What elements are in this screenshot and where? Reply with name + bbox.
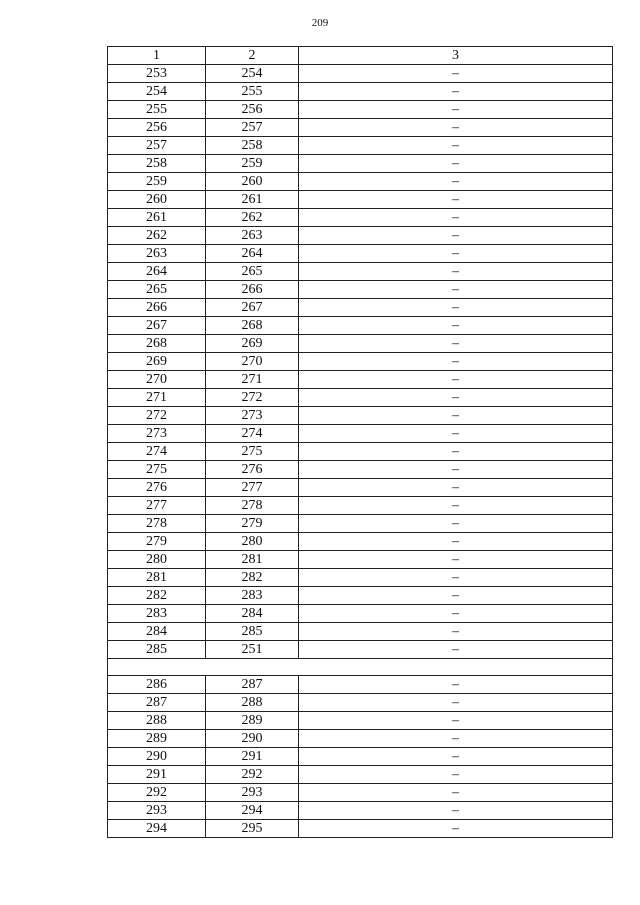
table-row [108,389,613,407]
table-cell-col-1: 292 [108,784,206,802]
table-row [108,191,613,209]
table-row [108,173,613,191]
table-cell-col-3: – [299,605,613,623]
table-cell-col-2: 292 [206,766,299,784]
table-cell-col-3: – [299,209,613,227]
table-cell-col-1: 283 [108,605,206,623]
table-cell-col-2: 278 [206,497,299,515]
table-row [108,784,613,802]
table-cell-col-3: – [299,748,613,766]
table-header [108,47,613,65]
table-cell-col-1: 286 [108,676,206,694]
table-cell-col-3: – [299,676,613,694]
table-cell-col-2: 257 [206,119,299,137]
table-body-part2 [108,676,613,838]
table-row [108,551,613,569]
table-cell-col-3: – [299,569,613,587]
table-cell-col-3: – [299,407,613,425]
table-cell-col-3: – [299,802,613,820]
table-cell-col-2: 256 [206,101,299,119]
table-cell-col-3: – [299,712,613,730]
table-cell-col-2: 291 [206,748,299,766]
table-row [108,371,613,389]
table-cell-col-3: – [299,694,613,712]
table-cell-col-2: 251 [206,641,299,659]
table-cell-col-3: – [299,515,613,533]
table-row [108,83,613,101]
table-cell-col-3: – [299,784,613,802]
table-cell-col-3: – [299,155,613,173]
table-cell-col-3: – [299,173,613,191]
table-cell-col-3: – [299,820,613,838]
table-cell-col-1: 289 [108,730,206,748]
table-row [108,425,613,443]
table-cell-col-1: 262 [108,227,206,245]
table-cell-col-3: – [299,263,613,281]
table-cell-col-1: 274 [108,443,206,461]
table-cell-col-3: – [299,479,613,497]
table-row [108,730,613,748]
table-row [108,443,613,461]
table-cell-col-2: 284 [206,605,299,623]
table-cell-col-3: – [299,497,613,515]
table-row [108,712,613,730]
table-row [108,317,613,335]
table-cell-col-3: – [299,461,613,479]
table-cell-col-1: 278 [108,515,206,533]
table-cell-col-3: – [299,551,613,569]
table-cell-col-2: 287 [206,676,299,694]
table-row [108,802,613,820]
gap-row [108,659,613,676]
table-cell-col-2: 254 [206,65,299,83]
table-cell-col-1: 293 [108,802,206,820]
table-cell-col-1: 270 [108,371,206,389]
table-cell-col-1: 260 [108,191,206,209]
table-cell-col-3: – [299,533,613,551]
table-cell-col-1: 284 [108,623,206,641]
table-row [108,65,613,83]
table-cell-col-1: 272 [108,407,206,425]
table-cell-col-1: 265 [108,281,206,299]
table-cell-col-2: 270 [206,353,299,371]
table-cell-col-2: 277 [206,479,299,497]
table-body-part1 [108,65,613,659]
table-cell-col-2: 260 [206,173,299,191]
table-row [108,335,613,353]
table-cell-col-2: 274 [206,425,299,443]
table-cell-col-3: – [299,389,613,407]
table-cell-col-3: – [299,299,613,317]
table-row [108,101,613,119]
table-cell-col-1: 258 [108,155,206,173]
table-cell-col-3: – [299,730,613,748]
table-cell-col-3: – [299,65,613,83]
table-row [108,407,613,425]
table-cell-col-1: 254 [108,83,206,101]
table-cell-col-2: 258 [206,137,299,155]
table-cell-col-2: 294 [206,802,299,820]
table-cell-col-2: 289 [206,712,299,730]
table-cell-col-1: 257 [108,137,206,155]
table-cell-col-2: 259 [206,155,299,173]
table-cell-col-3: – [299,371,613,389]
table-row [108,748,613,766]
table-cell-col-1: 264 [108,263,206,281]
table-row [108,587,613,605]
table-cell-col-3: – [299,101,613,119]
table-cell-col-1: 290 [108,748,206,766]
table-cell-col-2: 280 [206,533,299,551]
table-cell-col-3: – [299,119,613,137]
table-cell-col-2: 271 [206,371,299,389]
table-cell-col-2: 282 [206,569,299,587]
table-cell-col-3: – [299,191,613,209]
table-row [108,515,613,533]
table-cell-col-3: – [299,443,613,461]
table-cell-col-3: – [299,353,613,371]
table-cell-col-2: 269 [206,335,299,353]
table-cell-col-2: 266 [206,281,299,299]
table-row [108,479,613,497]
data-table [107,46,613,838]
table-cell-col-3: – [299,83,613,101]
table-cell-col-2: 267 [206,299,299,317]
table-cell-col-1: 291 [108,766,206,784]
table-cell-col-1: 259 [108,173,206,191]
table-row [108,820,613,838]
table-row [108,676,613,694]
table-cell-col-2: 276 [206,461,299,479]
table-cell-col-2: 268 [206,317,299,335]
column-header-1: 1 [108,47,206,65]
table-cell-col-1: 285 [108,641,206,659]
table-cell-col-2: 264 [206,245,299,263]
table-cell-col-1: 282 [108,587,206,605]
table-cell-col-1: 281 [108,569,206,587]
table-cell-col-1: 263 [108,245,206,263]
table-row [108,497,613,515]
table-cell-col-1: 275 [108,461,206,479]
table-cell-col-1: 279 [108,533,206,551]
column-header-3: 3 [299,47,613,65]
table-cell-col-3: – [299,227,613,245]
table-cell-col-2: 255 [206,83,299,101]
table-cell-col-2: 261 [206,191,299,209]
table-cell-col-1: 271 [108,389,206,407]
table-cell-col-2: 293 [206,784,299,802]
table-row [108,694,613,712]
table-cell-col-1: 269 [108,353,206,371]
table-gap [108,659,613,676]
table-row [108,299,613,317]
table-row [108,155,613,173]
table-cell-col-2: 275 [206,443,299,461]
table-row [108,766,613,784]
table-cell-col-3: – [299,245,613,263]
table-row [108,641,613,659]
table-cell-col-1: 261 [108,209,206,227]
table-cell-col-1: 267 [108,317,206,335]
table-cell-col-3: – [299,623,613,641]
table-cell-col-2: 288 [206,694,299,712]
table-cell-col-1: 280 [108,551,206,569]
table-cell-col-1: 266 [108,299,206,317]
table-cell-col-3: – [299,587,613,605]
table-cell-col-2: 272 [206,389,299,407]
table-cell-col-2: 279 [206,515,299,533]
table-cell-col-1: 277 [108,497,206,515]
table-cell-col-2: 295 [206,820,299,838]
table-cell-col-2: 281 [206,551,299,569]
table-cell-col-3: – [299,425,613,443]
table-cell-col-3: – [299,137,613,155]
table-cell-col-1: 276 [108,479,206,497]
gap-cell [108,659,613,676]
table-cell-col-1: 253 [108,65,206,83]
table-cell-col-2: 265 [206,263,299,281]
table-row [108,245,613,263]
table-cell-col-1: 287 [108,694,206,712]
table-cell-col-2: 273 [206,407,299,425]
table-row [108,569,613,587]
table-cell-col-2: 283 [206,587,299,605]
table-row [108,623,613,641]
table-row [108,263,613,281]
table-cell-col-1: 273 [108,425,206,443]
table-row [108,209,613,227]
table-row [108,353,613,371]
table-cell-col-3: – [299,766,613,784]
table-row [108,281,613,299]
table-cell-col-1: 256 [108,119,206,137]
table-cell-col-3: – [299,317,613,335]
table-row [108,605,613,623]
table-cell-col-1: 294 [108,820,206,838]
table-cell-col-1: 255 [108,101,206,119]
table-row [108,533,613,551]
table-cell-col-2: 290 [206,730,299,748]
table-cell-col-2: 285 [206,623,299,641]
table-cell-col-2: 262 [206,209,299,227]
table-cell-col-3: – [299,281,613,299]
table-row [108,119,613,137]
table-row [108,227,613,245]
table-cell-col-3: – [299,641,613,659]
column-header-2: 2 [206,47,299,65]
table-cell-col-3: – [299,335,613,353]
table-cell-col-2: 263 [206,227,299,245]
page-number: 209 [311,17,329,29]
table-cell-col-1: 288 [108,712,206,730]
table-row [108,137,613,155]
table-row [108,461,613,479]
table-cell-col-1: 268 [108,335,206,353]
header-row [108,47,613,65]
